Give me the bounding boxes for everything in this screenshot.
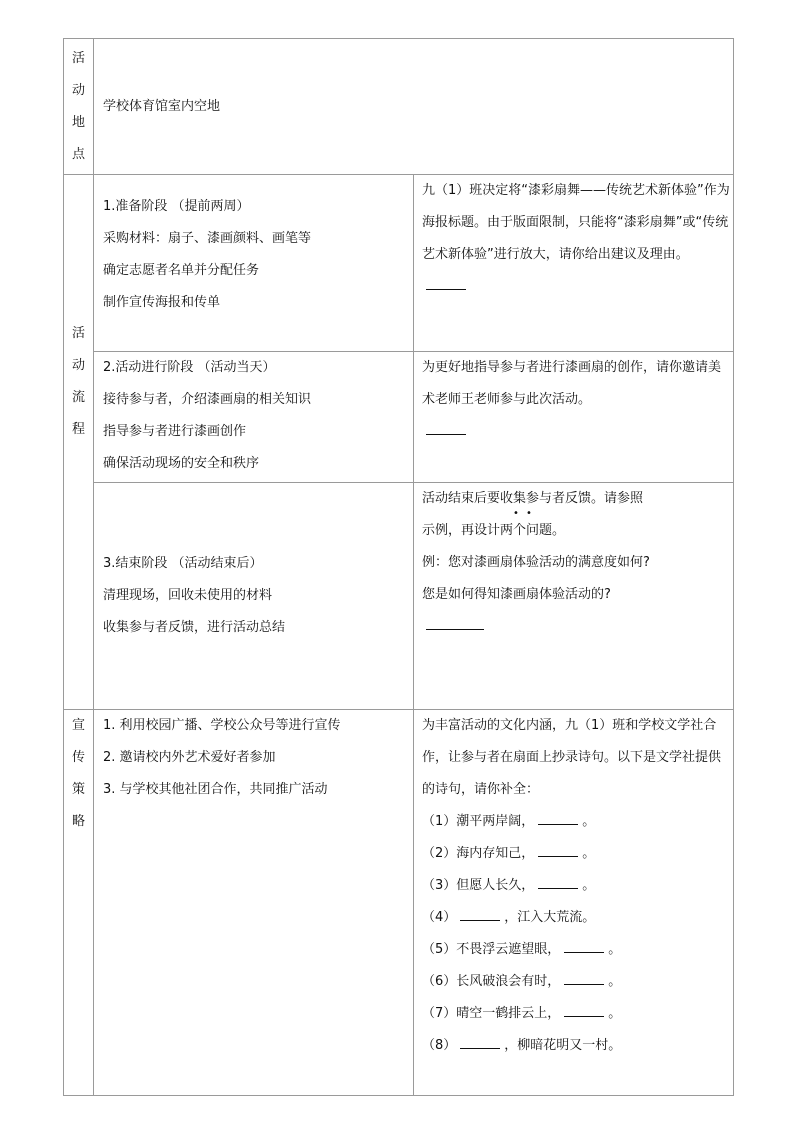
poem-num: （4）	[422, 910, 457, 925]
stage-2-item: 接待参与者，介绍漆画扇的相关知识	[103, 392, 312, 407]
question-3-line: 活动结束后要收集参与者反馈。请参照	[422, 491, 644, 506]
question-3-line	[422, 508, 731, 547]
stage-2-item: 指导参与者进行漆画创作	[103, 424, 247, 439]
poem-item	[422, 870, 731, 902]
stage-2-title: 2.活动进行阶段 （活动当天）	[103, 360, 276, 375]
poem-blank[interactable]	[538, 844, 578, 857]
stage-3-item: 收集参与者反馈，进行活动总结	[103, 620, 286, 635]
question-1-cell	[414, 175, 734, 352]
poem-num: （7）	[422, 1006, 457, 1021]
promotion-row	[64, 710, 734, 1096]
poem-item	[422, 934, 731, 966]
emphasis-dot: •	[513, 508, 519, 519]
emphasis-dot: •	[526, 508, 532, 519]
poem-text: 。	[608, 974, 622, 989]
stage-1-item: 确定志愿者名单并分配任务	[103, 263, 260, 278]
poem-text: ，柳暗花明又一村。	[504, 1038, 622, 1053]
poem-text: 不畏浮云遮望眼，	[456, 942, 561, 957]
question-3-example: 例：您对漆画扇体验活动的满意度如何?	[422, 555, 650, 570]
stage-3-cell	[94, 483, 414, 710]
poem-num: （3）	[422, 878, 457, 893]
poem-text: 。	[582, 846, 596, 861]
poem-num: （2）	[422, 846, 457, 861]
question-3-cell	[414, 483, 734, 710]
poem-item	[422, 902, 731, 934]
label-char: 流	[71, 390, 85, 405]
label-char: 点	[71, 147, 85, 162]
poem-text: 长风破浪会有时，	[456, 974, 561, 989]
question-2-text: 为更好地指导参与者进行漆画扇的创作，请你邀请美术老师王老师参与此次活动。	[422, 360, 722, 407]
poem-blank[interactable]	[538, 876, 578, 889]
stage-1-title: 1.准备阶段 （提前两周）	[103, 199, 250, 214]
stage-2-cell	[94, 352, 414, 483]
answer-blank[interactable]	[426, 422, 466, 435]
poem-num: （8）	[422, 1038, 457, 1053]
label-char: 地	[71, 115, 85, 130]
poem-num: （6）	[422, 974, 457, 989]
answer-blank[interactable]	[426, 617, 484, 630]
activity-plan-table	[63, 38, 734, 1096]
process-stage-3-row	[64, 483, 734, 710]
poem-text: 。	[582, 814, 596, 829]
poem-text: 潮平两岸阔，	[456, 814, 535, 829]
poem-blank[interactable]	[538, 812, 578, 825]
stage-1-item: 制作宣传海报和传单	[103, 295, 221, 310]
question-3-example: 您是如何得知漆画扇体验活动的?	[422, 587, 611, 602]
location-value-cell	[94, 39, 734, 175]
poem-item	[422, 806, 731, 838]
question-3-instruction: 示例，再设计两个问题。	[422, 523, 566, 538]
poem-blank[interactable]	[460, 908, 500, 921]
poem-item	[422, 998, 731, 1030]
poem-text: 晴空一鹤排云上，	[456, 1006, 561, 1021]
question-2-cell	[414, 352, 734, 483]
location-row	[64, 39, 734, 175]
label-char: 动	[71, 358, 85, 373]
poem-item	[422, 838, 731, 870]
stage-1-cell	[94, 175, 414, 352]
poem-text: 但愿人长久，	[456, 878, 535, 893]
promotion-item: 1. 利用校园广播、学校公众号等进行宣传	[103, 718, 341, 733]
label-char: 略	[71, 814, 85, 829]
poem-text: 。	[582, 878, 596, 893]
promotion-label	[64, 710, 94, 1096]
promotion-cell	[94, 710, 414, 1096]
answer-line	[422, 611, 731, 643]
label-char: 传	[71, 750, 85, 765]
poem-text: 。	[608, 942, 622, 957]
stage-1-item: 采购材料：扇子、漆画颜料、画笔等	[103, 231, 312, 246]
process-label	[64, 175, 94, 710]
label-char: 策	[71, 782, 85, 797]
label-char: 动	[71, 83, 85, 98]
poem-text: ，江入大荒流。	[504, 910, 596, 925]
poem-item	[422, 966, 731, 998]
promotion-item: 3. 与学校其他社团合作，共同推广活动	[103, 782, 328, 797]
answer-line	[422, 416, 731, 448]
poem-item	[422, 1030, 731, 1062]
question-1-text	[422, 175, 731, 303]
label-char: 程	[71, 422, 85, 437]
location-label	[64, 39, 94, 175]
promotion-item: 2. 邀请校内外艺术爱好者参加	[103, 750, 276, 765]
location-value: 学校体育馆室内空地	[103, 98, 221, 114]
stage-2-item: 确保活动现场的安全和秩序	[103, 456, 260, 471]
poem-text: 海内存知己，	[456, 846, 535, 861]
label-char: 活	[71, 51, 85, 66]
label-char: 宣	[71, 718, 85, 733]
poem-num: （1）	[422, 814, 457, 829]
process-stage-2-row	[64, 352, 734, 483]
answer-blank[interactable]	[426, 277, 466, 290]
label-char: 活	[71, 326, 85, 341]
question-1-body: 九（1）班决定将“漆彩扇舞——传统艺术新体验”作为海报标题。由于版面限制，只能将“漆彩扇舞”或“传统艺术新体验”进行放大，请你给出建议及理由。	[422, 183, 730, 262]
poem-blank[interactable]	[460, 1036, 500, 1049]
stage-3-item: 清理现场，回收未使用的材料	[103, 588, 273, 603]
poem-question-cell	[414, 710, 734, 1096]
poem-blank[interactable]	[564, 972, 604, 985]
process-stage-1-row	[64, 175, 734, 352]
poem-num: （5）	[422, 942, 457, 957]
stage-3-title: 3.结束阶段 （活动结束后）	[103, 556, 263, 571]
poem-blank[interactable]	[564, 1004, 604, 1017]
poem-blank[interactable]	[564, 940, 604, 953]
poem-text: 。	[608, 1006, 622, 1021]
poem-intro: 为丰富活动的文化内涵，九（1）班和学校文学社合作，让参与者在扇面上抄录诗句。以下是文学社提供的诗句，请你补全：	[422, 718, 722, 797]
